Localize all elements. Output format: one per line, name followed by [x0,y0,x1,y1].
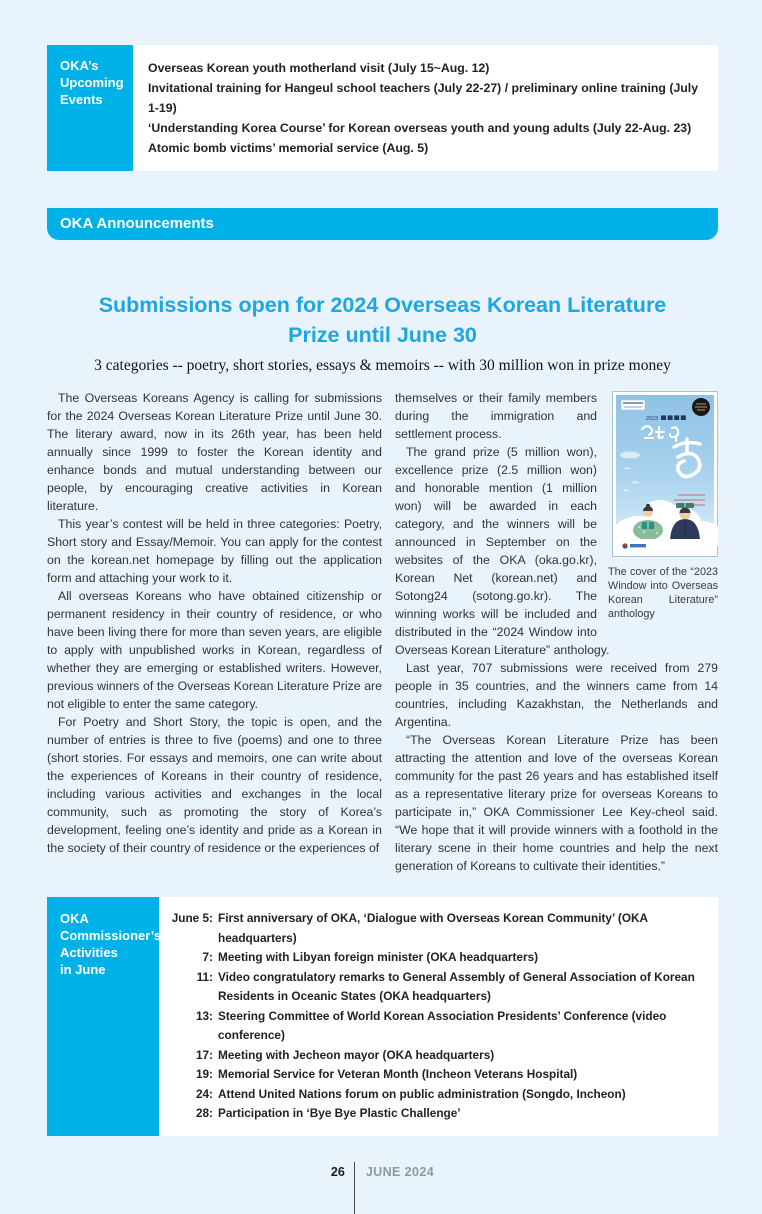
activity-text: Video congratulatory remarks to General Assembly of General Association of Korean Residents in Oceanic States (OKA headquarters) [218,969,695,1003]
upcoming-events-list [133,45,718,171]
activity-date: 7: [202,950,213,964]
activity-date: 13: [195,1008,213,1023]
activity-text: Meeting with Jecheon mayor (OKA headquarters) [218,1047,495,1062]
paragraph: themselves or their family members during the immigration and settlement process. [395,391,597,441]
activity-date: 28: [195,1106,213,1120]
activity-row [165,909,706,948]
article-body [47,389,718,875]
article [47,290,718,875]
paragraph: The grand prize (5 million won), excellence prize (2.5 million won) and honorable mention (1 million won) will be awarded in each category, and the winners will be announced in September on the websites of the OKA (oka.go.kr), Korean Net (korean.net) and Sotong24 (sotong.go.kr). The winning works will be included and distributed in the “2024 Window into Overseas Korean Literature” anthology. [395,445,610,657]
article-right-column [395,389,718,875]
commissioner-activities-label-line: in June [60,962,106,977]
activity-date: 19: [195,1067,213,1081]
activity-text: Memorial Service for Veteran Month (Incheon Veterans Hospital) [218,1067,578,1081]
page-number: 26 [330,1164,345,1179]
activity-text: Steering Committee of World Korean Association Presidents’ Conference (video conference) [218,1008,667,1042]
commissioner-activities-box [47,897,718,1136]
event-item: Atomic bomb victims’ memorial service (Aug. 5) [148,141,429,155]
activity-row [165,1085,706,1105]
commissioner-activities-label-line: Activities [60,945,118,960]
upcoming-events-label-line: Events [60,92,103,107]
paragraph: The Overseas Koreans Agency is calling for submissions for the 2024 Overseas Korean Literature Prize until June 30. The literary award, now in its 26th year, has been held annually since 1999 to foster the Korean identity and enhance bonds and mutual understanding between our people, by encouraging creative activities in Korean literature. [47,391,382,513]
commissioner-activities-label [47,897,162,1136]
upcoming-events-label [47,45,133,171]
activity-row [165,1104,706,1124]
activity-row [165,948,706,968]
announcements-banner [47,208,718,240]
activity-text: Meeting with Libyan foreign minister (OKA headquarters) [218,950,539,964]
newsletter-page [0,45,762,1214]
page-footer [47,1162,718,1214]
anthology-cover-image [612,391,718,557]
upcoming-events-box [47,45,718,171]
paragraph: All overseas Koreans who have obtained citizenship or permanent residency in their country of residence, or who have been living there for more than seven years, are eligible to apply with unpublished works in Korean, regardless of whether they are emerging or established writers. However, previous winners of the Overseas Korean Literature Prize are not eligible to enter the same category. [47,589,382,711]
commissioner-activities-list [159,897,718,1136]
upcoming-events-label-line: OKA’s [60,58,99,73]
upcoming-events-label-line: Upcoming [60,75,124,90]
commissioner-activities-label-line: OKA [60,911,89,926]
paragraph: This year’s contest will be held in three categories: Poetry, Short story and Essay/Memoir. You can apply for the contest on the korean.net homepage by filling out the application form and attaching your work to it. [47,517,382,585]
activity-row [165,1046,706,1066]
activity-text: Participation in ‘Bye Bye Plastic Challenge’ [218,1106,461,1120]
anthology-cover-figure [608,391,718,621]
svg-text:2023: 2023 [646,416,659,422]
activity-row [165,1007,706,1046]
commissioner-activities-label-line: Commissioner’s [60,928,162,943]
cover-publisher-logo [621,400,645,410]
anthology-cover-caption: The cover of the “2023 Window into Overseas Korean Literature” anthology [608,566,718,620]
paragraph: Last year, 707 submissions were received from 279 people in 35 countries, and the winners came from 14 countries, including Kazakhstan, the Netherlands and Argentina. [395,661,718,729]
event-item: Invitational training for Hangeul school teachers (July 22-27) / preliminary online training (July 1-19) [148,81,699,115]
activity-text: First anniversary of OKA, ‘Dialogue with Overseas Korean Community’ (OKA headquarters) [218,911,648,945]
announcements-banner-title: OKA Announcements [60,215,214,232]
event-item: ‘Understanding Korea Course’ for Korean overseas youth and young adults (July 22-Aug. 23) [148,121,692,135]
activity-date: 17: [195,1047,213,1062]
event-item: Overseas Korean youth motherland visit (July 15~Aug. 12) [148,61,490,75]
article-title-line1: Submissions open for 2024 Overseas Korean Literature [98,293,667,317]
activity-row [165,968,706,1007]
paragraph: For Poetry and Short Story, the topic is open, and the number of entries is three to five (poems) and one to three (short stories. For essays and memoirs, one can write about the experiences of Koreans in their country of residence, including various activities and exchanges in the local community, such as promoting the story of Korea’s development, feeling one’s identity and pride as a Korean in the society of their country of residence or the experiences of [47,715,382,855]
paragraph: “The Overseas Korean Literature Prize has been attracting the attention and love of the overseas Korean community for the past 26 years and has established itself as a representative literary prize for overseas Koreans to participate in,” OKA Commissioner Lee Key-cheol said. “We hope that it will provide winners with a foothold in the literary scene in their home countries and help the next generation of Koreans to cultivate their identities.” [395,733,718,873]
article-left-column [47,389,382,875]
issue-label: JUNE 2024 [365,1164,435,1179]
activity-date: 24: [195,1086,213,1101]
activity-text: Attend United Nations forum on public administration (Songdo, Incheon) [218,1086,626,1101]
article-subtitle: 3 categories -- poetry, short stories, essays & memoirs -- with 30 million won in prize money [94,357,671,374]
activity-row [165,1065,706,1085]
footer-divider [354,1162,355,1214]
activity-date: June 5: [171,911,213,925]
article-title [47,290,718,350]
article-title-line2: Prize until June 30 [288,323,477,347]
activity-date: 11: [196,969,213,984]
